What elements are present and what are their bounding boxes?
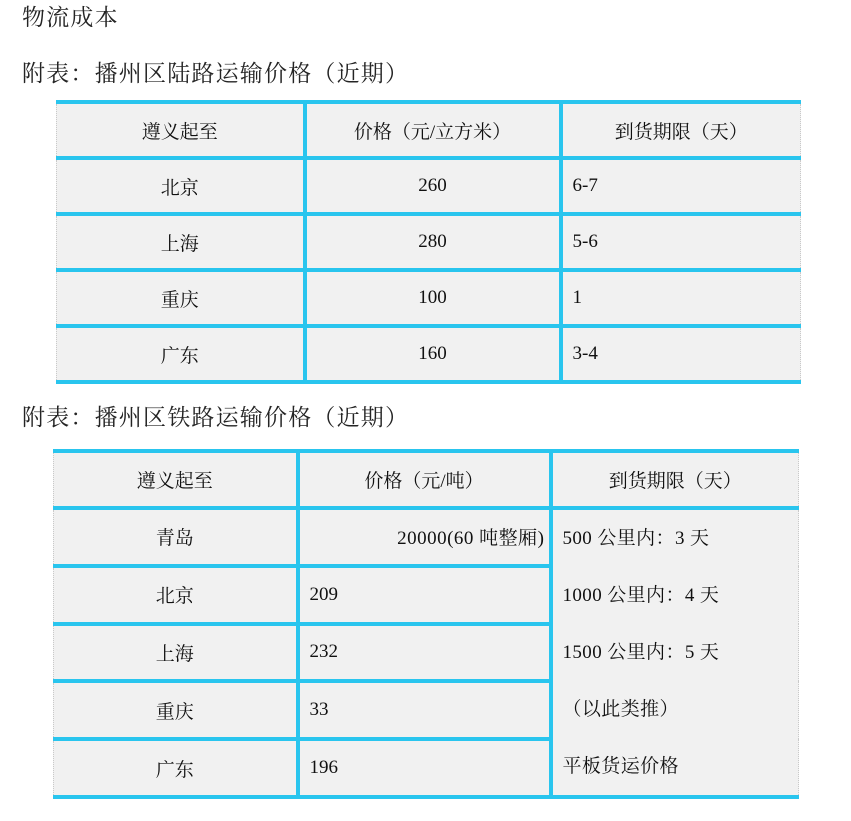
cell-origin: 广东 bbox=[54, 739, 298, 797]
road-table-caption: 附表：播州区陆路运输价格（近期） bbox=[22, 61, 410, 86]
cell-origin: 北京 bbox=[54, 566, 298, 624]
cell-price: 232 bbox=[298, 624, 551, 682]
page-title: 物流成本 bbox=[22, 5, 119, 30]
column-header-origin: 遵义起至 bbox=[54, 451, 298, 508]
cell-origin: 重庆 bbox=[57, 270, 305, 326]
cell-price: 260 bbox=[305, 158, 561, 214]
table-row bbox=[57, 270, 801, 326]
rail-transport-price-table bbox=[53, 449, 799, 799]
cell-origin: 上海 bbox=[54, 624, 298, 682]
table-header-row bbox=[57, 102, 801, 158]
cell-eta: 1 bbox=[561, 270, 801, 326]
column-header-price: 价格（元/立方米） bbox=[305, 102, 561, 158]
cell-price: 33 bbox=[298, 681, 551, 739]
cell-price: 196 bbox=[298, 739, 551, 797]
cell-origin: 上海 bbox=[57, 214, 305, 270]
table-row bbox=[54, 508, 799, 566]
column-header-origin: 遵义起至 bbox=[57, 102, 305, 158]
cell-price: 280 bbox=[305, 214, 561, 270]
cell-eta: 3-4 bbox=[561, 326, 801, 382]
cell-origin: 北京 bbox=[57, 158, 305, 214]
table-row bbox=[57, 214, 801, 270]
cell-price: 160 bbox=[305, 326, 561, 382]
table-header-row bbox=[54, 451, 799, 508]
cell-origin: 重庆 bbox=[54, 681, 298, 739]
cell-price: 20000(60 吨整厢) bbox=[298, 508, 551, 566]
eta-note-list bbox=[563, 510, 799, 795]
eta-note-item: （以此类推） bbox=[562, 699, 679, 720]
column-header-eta: 到货期限（天） bbox=[551, 451, 799, 508]
table-row bbox=[57, 326, 801, 382]
eta-note-item: 平板货运价格 bbox=[562, 756, 679, 777]
rail-table-caption: 附表：播州区铁路运输价格（近期） bbox=[22, 405, 410, 430]
cell-eta: 5-6 bbox=[561, 214, 801, 270]
cell-price: 100 bbox=[305, 270, 561, 326]
cell-eta: 6-7 bbox=[561, 158, 801, 214]
column-header-eta: 到货期限（天） bbox=[561, 102, 801, 158]
road-transport-price-table bbox=[56, 100, 801, 384]
cell-origin: 广东 bbox=[57, 326, 305, 382]
eta-note-item: 1000 公里内：4 天 bbox=[562, 585, 720, 606]
eta-note-item: 500 公里内：3 天 bbox=[562, 528, 710, 549]
eta-note-item: 1500 公里内：5 天 bbox=[562, 642, 720, 663]
cell-price: 209 bbox=[298, 566, 551, 624]
cell-origin: 青岛 bbox=[54, 508, 298, 566]
column-header-price: 价格（元/吨） bbox=[298, 451, 551, 508]
eta-note-merged-cell bbox=[551, 508, 799, 797]
table-row bbox=[57, 158, 801, 214]
